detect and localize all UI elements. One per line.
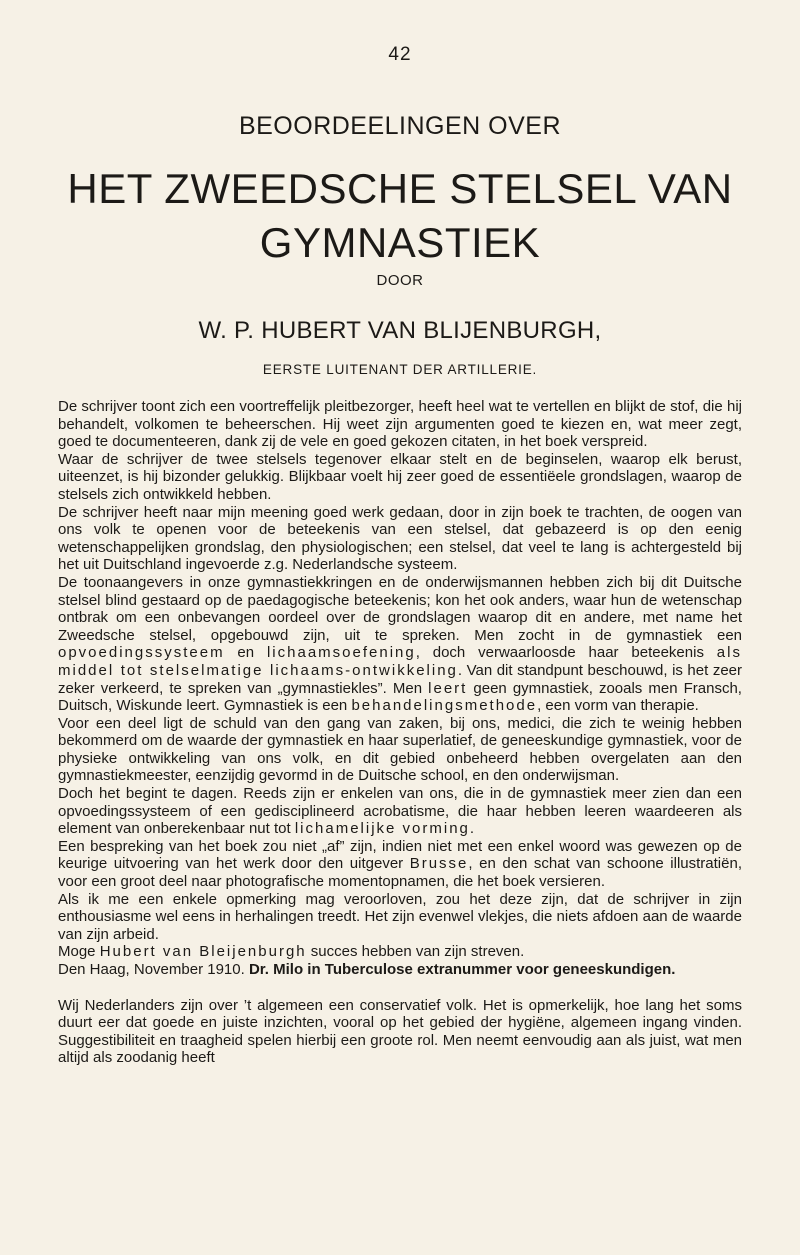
- signoff-source: Dr. Milo in Tuberculose extranummer voor geneeskundigen.: [248, 961, 676, 978]
- text-run: De toonaangevers in onze gymnastiekkringen en de onderwijsmannen hebben zich bij dit Duitsche stelsel blind gestaard op de paedagogische beteekenis; kon het ook anders, waar hun de wetenschap ontbrak om een onbevangen oordeel over de grondslagen waarop dit en andere, met name het Zweedsche stelsel, opgebouwd zijn, uit te spreken. Men zocht in de gymnastiek een: [58, 573, 742, 644]
- paragraph-4: [58, 574, 742, 715]
- emphasis-author-name: Hubert van Bleijenburgh: [99, 943, 307, 961]
- text-run: Moge: [58, 943, 100, 961]
- emphasis-behandelingsmethode: behandelingsmethode: [351, 697, 538, 715]
- paragraph-1: De schrijver toont zich een voortreffelijk pleitbezorger, heeft heel wat te vertellen en blijkt de stof, die hij behandelt, volkomen te beheerschen. Hij weet zijn argumenten goed te kiezen en, wat meer zegt, goed te documenteeren, dank zij de vele en goed gekozen citaten, in het boek verspreid.: [58, 398, 742, 451]
- author-rank: EERSTE LUITENANT DER ARTILLERIE.: [262, 362, 538, 377]
- text-run: . Van dit standpunt beschouwd, is het zeer zeker verkeerd, te spreken van „gymnastiekles”. Men: [58, 661, 742, 697]
- paragraph-10: Wij Nederlanders zijn over ’t algemeen een conservatief volk. Het is opmerkelijk, hoe lang het soms duurt eer dat goede en juiste inzichten, vooral op het gebied der hygiëne, algemeen ingang vinden. Suggestibiliteit en traagheid spelen hierbij een groote rol. Men neemt eenvoudig aan als juist, wat men altijd als zoodanig heeft: [58, 996, 742, 1067]
- article-kicker: BEOORDEELINGEN OVER: [238, 112, 562, 140]
- paragraph-9: [58, 943, 742, 961]
- article-title: [0, 162, 800, 270]
- paragraph-7: [58, 838, 742, 891]
- paragraph-2: Waar de schrijver de twee stelsels tegenover elkaar stelt en de beginselen, waarop elk berust, uiteenzet, is hij bizonder gelukkig. Blijkbaar voelt hij zeer goed de essentiëele grondslagen, waarop de stelsels zich ontwikkeld hebben.: [58, 450, 742, 503]
- emphasis-lichaamsoefening: lichaamsoefening: [266, 644, 416, 662]
- byline-door: DOOR: [376, 272, 424, 289]
- text-run: geen gymnastiek, zooals men Fransch, Duitsch, Wiskunde leert. Gymnastiek is een: [58, 679, 742, 715]
- emphasis-lichamelijke-vorming: lichamelijke vorming: [294, 820, 470, 838]
- emphasis-middel: als middel tot stelselmatige lichaams-ontwikkeling: [58, 644, 742, 679]
- text-run: en: [224, 644, 267, 662]
- emphasis-opvoedingssysteem: opvoedingssysteem: [58, 644, 225, 662]
- text-run: Een bespreking van het boek zou niet „af” zijn, indien niet met een enkel woord was gewezen op de keurige uitvoering van het werk door den uitgever: [58, 837, 742, 873]
- title-line-2: GYMNASTIEK: [259, 219, 541, 266]
- paragraph-8: Als ik me een enkele opmerking mag veroorloven, zou het deze zijn, dat de schrijver in zijn enthousiasme wel eens in herhalingen treedt. Het zijn evenwel vlekjes, die niets afdoen aan de waarde van zijn arbeid.: [58, 890, 742, 943]
- text-run: Doch het begint te dagen. Reeds zijn er enkelen van ons, die in de gymnastiek meer zien dan een opvoedingssysteem of een gedisciplineerd acrobatisme, die haar hebben leeren waardeeren als element van onberekenbaar nut tot: [58, 785, 742, 838]
- emphasis-leert: leert: [428, 679, 468, 697]
- title-line-1: HET ZWEEDSCHE STELSEL VAN: [67, 165, 733, 212]
- text-run: , en den schat van schoone illustratiën, voor een groot deel naar photografische momentopnamen, die het boek versieren.: [58, 855, 742, 891]
- article-body: [58, 398, 742, 1067]
- paragraph-5: Voor een deel ligt de schuld van den gang van zaken, bij ons, medici, die zich te weinig hebben bekommerd om de waarde der gymnastiek en haar superlatief, de geneeskundige gymnastiek, voor de physieke ontwikkeling van ons volk, en dit gebied onbeheerd hebben overgelaten aan den gymnastiekmeester, eenzijdig gevormd in de Duitsche school, en den onderwijsman.: [58, 714, 742, 785]
- page-number: 42: [388, 44, 412, 65]
- text-run: , een vorm van therapie.: [537, 697, 699, 715]
- text-run: succes hebben van zijn streven.: [306, 943, 525, 961]
- paragraph-3: De schrijver heeft naar mijn meening goed werk gedaan, door in zijn boek te trachten, de oogen van ons volk te openen voor de beteekenis van een stelsel, dat gebazeerd is op den eenig wetenschappelijken grondslag, den physiologischen; een stelsel, dat veel te lang is achtergesteld bij het uit Duitschland ingevoerde z.g. Nederlandsche systeem.: [58, 503, 742, 574]
- signoff: [58, 961, 742, 979]
- author-name: W. P. HUBERT VAN BLIJENBURGH,: [198, 317, 602, 344]
- paragraph-6: [58, 785, 742, 838]
- signoff-place-date: Den Haag, November 1910.: [58, 961, 249, 978]
- emphasis-brusse: Brusse: [409, 855, 469, 873]
- text-run: .: [469, 820, 475, 838]
- text-run: , doch verwaarloosde haar beteekenis: [415, 644, 717, 662]
